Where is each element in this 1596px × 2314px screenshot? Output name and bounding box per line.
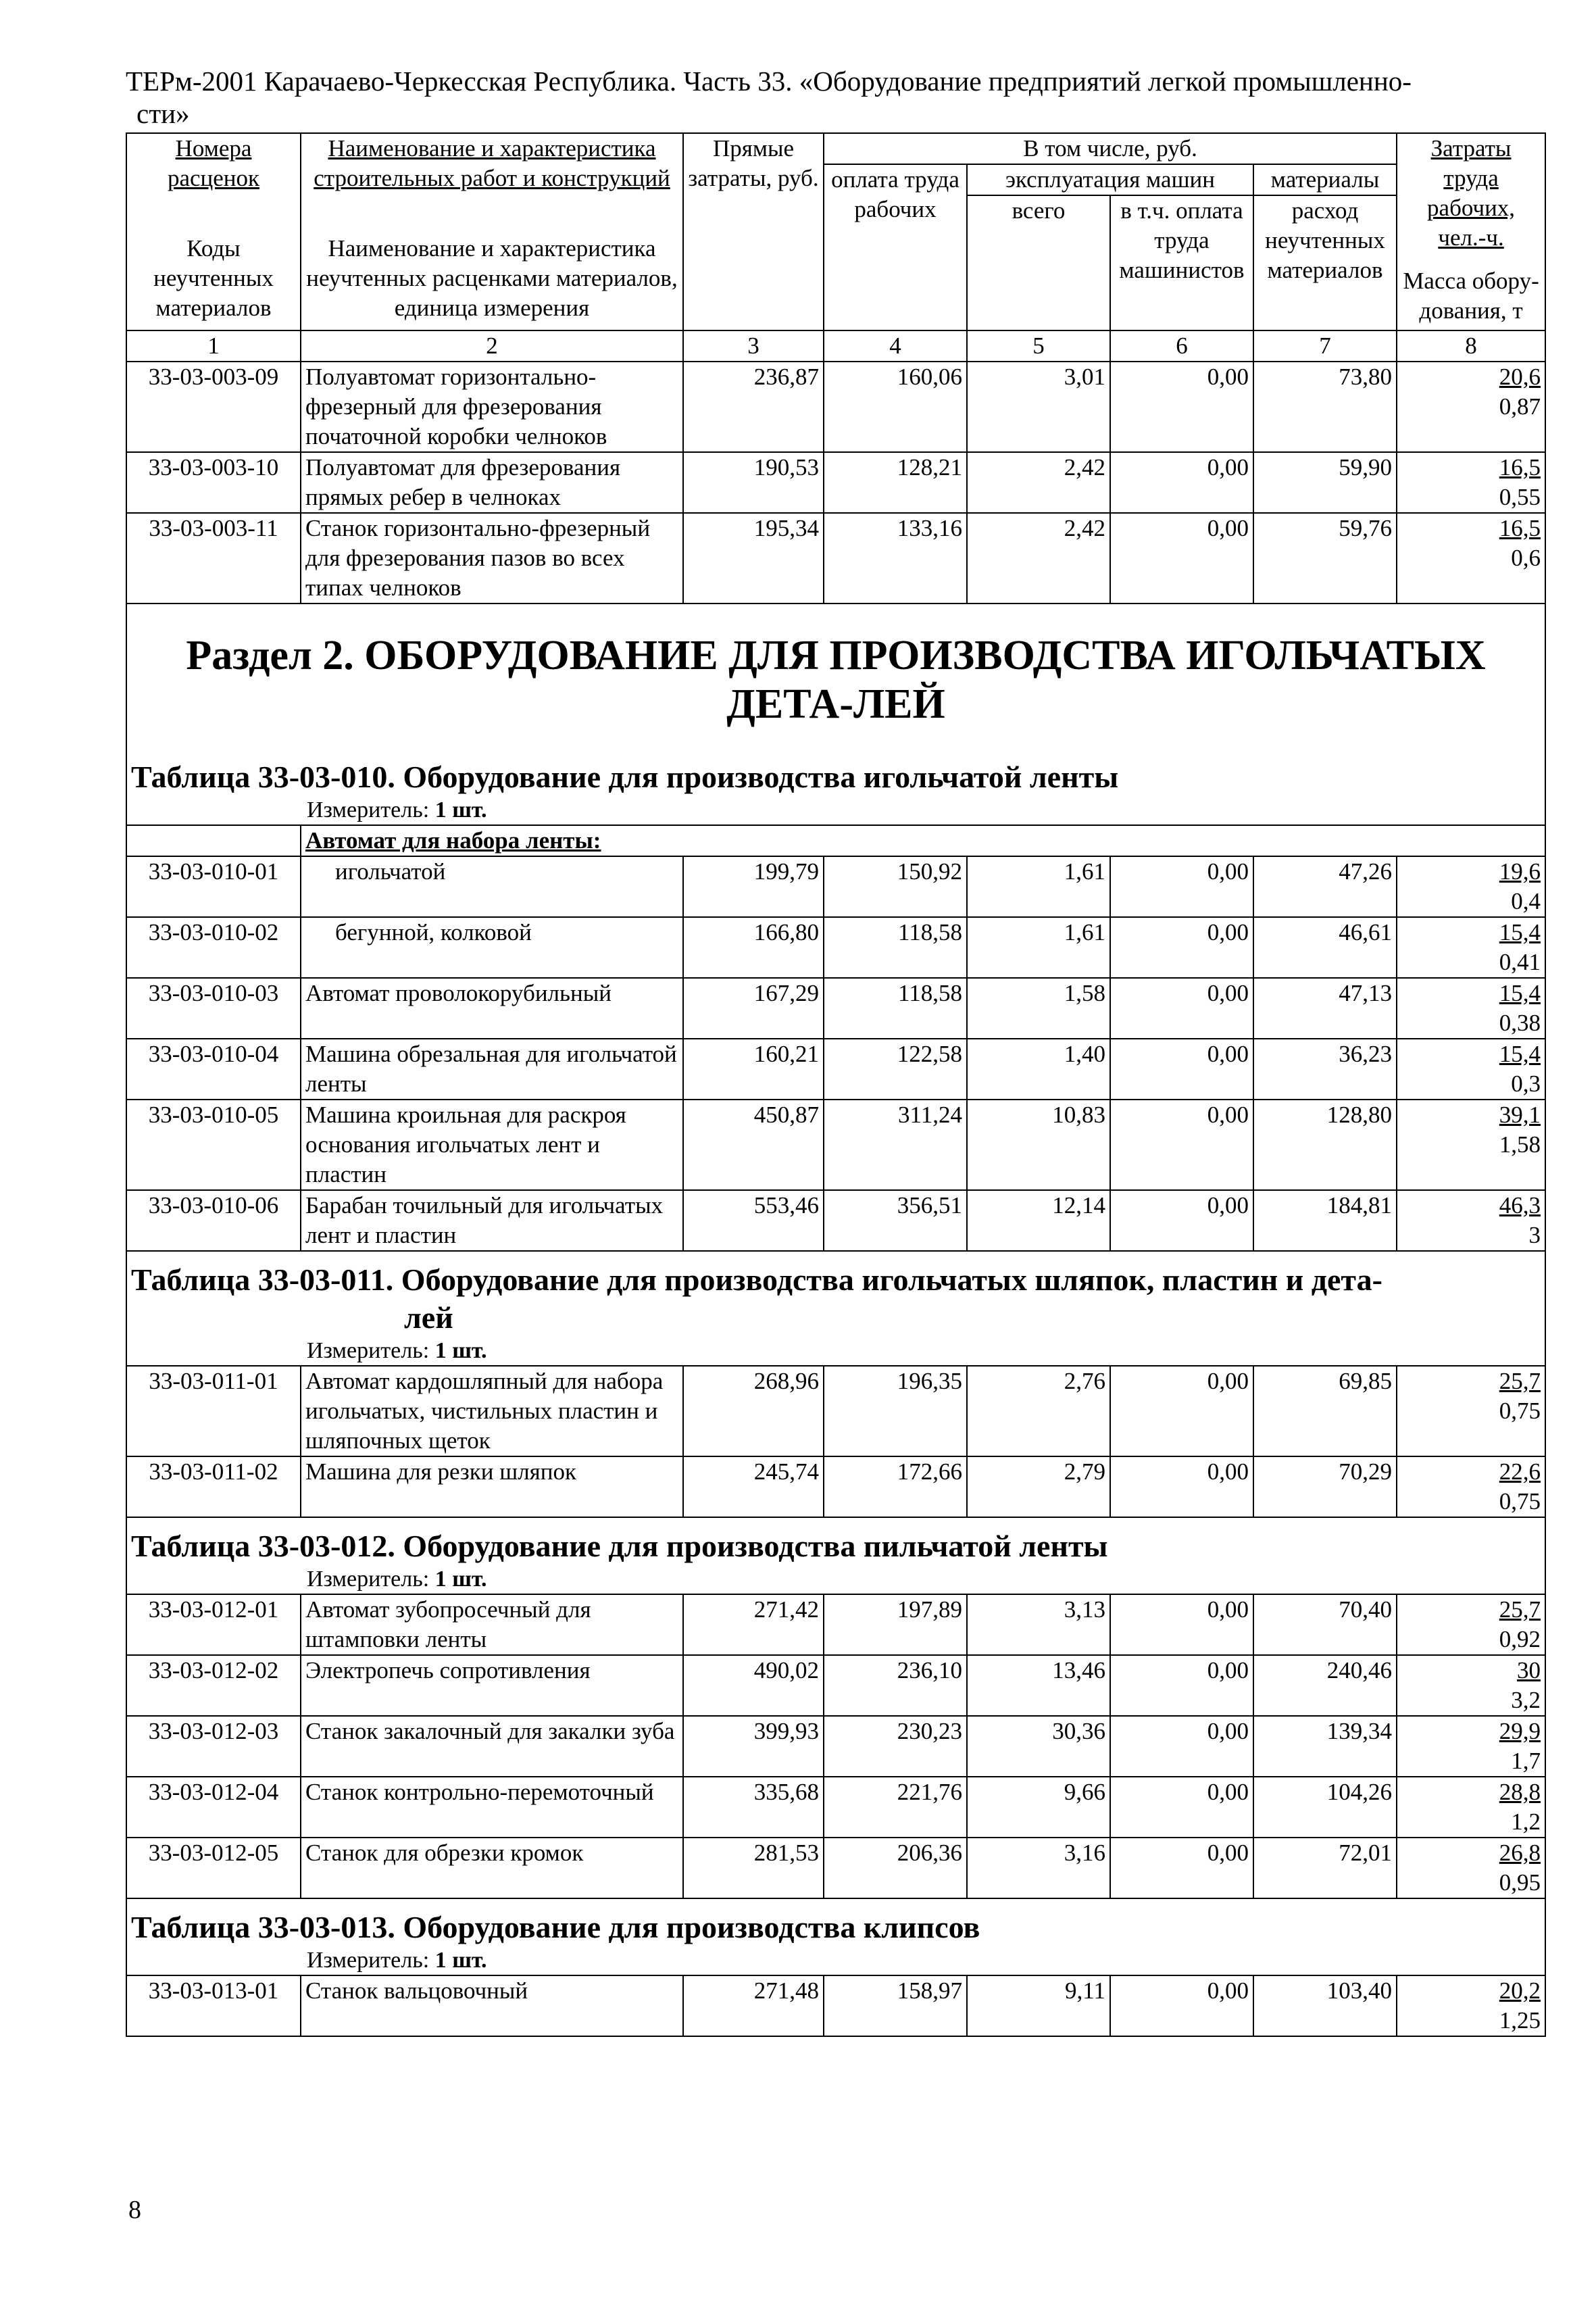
value-machines: 2,42 bbox=[967, 513, 1110, 604]
rate-code: 33-03-010-02 bbox=[126, 917, 301, 978]
value-machines: 13,46 bbox=[967, 1655, 1110, 1716]
value-machines: 1,58 bbox=[967, 978, 1110, 1039]
table-row bbox=[126, 452, 1545, 513]
col-number: 4 bbox=[824, 330, 967, 362]
value-materials: 47,26 bbox=[1253, 856, 1397, 917]
equipment-mass: 0,41 bbox=[1499, 949, 1541, 975]
value-machines: 12,14 bbox=[967, 1190, 1110, 1251]
item-name: Барабан точильный для игольчатых лент и пластин bbox=[301, 1190, 683, 1251]
rate-code: 33-03-010-03 bbox=[126, 978, 301, 1039]
value-machines: 1,40 bbox=[967, 1039, 1110, 1100]
price-table bbox=[126, 132, 1546, 2037]
table-row bbox=[126, 1594, 1545, 1655]
value-materials: 69,85 bbox=[1253, 1366, 1397, 1456]
value-labor: 133,16 bbox=[824, 513, 967, 604]
labor-mass-cell bbox=[1397, 1975, 1545, 2036]
value-materials: 36,23 bbox=[1253, 1039, 1397, 1100]
header-col8-top: Затраты труда рабочих, чел.-ч. bbox=[1427, 135, 1516, 251]
meter-label: Измеритель: bbox=[307, 1567, 430, 1592]
rate-code: 33-03-010-06 bbox=[126, 1190, 301, 1251]
table-heading bbox=[126, 1898, 1545, 1975]
equipment-mass: 0,87 bbox=[1499, 393, 1541, 420]
value-direct: 245,74 bbox=[683, 1456, 824, 1517]
group-label bbox=[301, 825, 1545, 856]
value-direct: 553,46 bbox=[683, 1190, 824, 1251]
header-col5: всего bbox=[967, 195, 1110, 330]
equipment-mass: 0,75 bbox=[1499, 1398, 1541, 1424]
value-machines: 2,79 bbox=[967, 1456, 1110, 1517]
table-title bbox=[131, 1252, 1541, 1337]
header-col1-top: Номера расценок bbox=[167, 135, 260, 191]
value-machinists: 0,00 bbox=[1110, 917, 1253, 978]
header-col6: в т.ч. оплата труда машинистов bbox=[1110, 195, 1253, 330]
group-empty bbox=[126, 825, 301, 856]
value-materials: 103,40 bbox=[1253, 1975, 1397, 2036]
rate-code: 33-03-012-03 bbox=[126, 1716, 301, 1777]
item-name: Машина кроильная для раскроя основания игольчатых лент и пластин bbox=[301, 1100, 683, 1190]
table-row bbox=[126, 1456, 1545, 1517]
rate-code: 33-03-012-01 bbox=[126, 1594, 301, 1655]
labor-mass-cell bbox=[1397, 978, 1545, 1039]
item-name: Станок для обрезки кромок bbox=[301, 1838, 683, 1898]
equipment-mass: 0,92 bbox=[1499, 1626, 1541, 1652]
equipment-mass: 1,25 bbox=[1499, 2007, 1541, 2034]
value-materials: 59,90 bbox=[1253, 452, 1397, 513]
table-row bbox=[126, 1655, 1545, 1716]
value-machines: 2,76 bbox=[967, 1366, 1110, 1456]
page-title bbox=[126, 65, 1545, 130]
rate-code: 33-03-012-04 bbox=[126, 1777, 301, 1838]
value-labor: 230,23 bbox=[824, 1716, 967, 1777]
value-direct: 335,68 bbox=[683, 1777, 824, 1838]
table-title bbox=[131, 1899, 1541, 1946]
value-machines: 30,36 bbox=[967, 1716, 1110, 1777]
header-col1-bottom: Коды неучтенных материалов bbox=[153, 235, 274, 321]
item-name: Электропечь сопротивления bbox=[301, 1655, 683, 1716]
labor-mass-cell bbox=[1397, 1716, 1545, 1777]
value-direct: 490,02 bbox=[683, 1655, 824, 1716]
rate-code: 33-03-003-10 bbox=[126, 452, 301, 513]
value-labor: 206,36 bbox=[824, 1838, 967, 1898]
col-number: 1 bbox=[126, 330, 301, 362]
header-incl: В том числе, руб. bbox=[824, 133, 1397, 164]
labor-hours: 29,9 bbox=[1499, 1718, 1541, 1744]
value-materials: 240,46 bbox=[1253, 1655, 1397, 1716]
header-row-1 bbox=[126, 133, 1545, 164]
table-heading bbox=[126, 749, 1545, 825]
table-title bbox=[131, 749, 1541, 796]
value-labor: 118,58 bbox=[824, 917, 967, 978]
equipment-mass: 0,6 bbox=[1511, 545, 1541, 571]
value-labor: 122,58 bbox=[824, 1039, 967, 1100]
value-machinists: 0,00 bbox=[1110, 1975, 1253, 2036]
table-row bbox=[126, 1366, 1545, 1456]
labor-hours: 30 bbox=[1517, 1657, 1541, 1683]
labor-hours: 39,1 bbox=[1499, 1102, 1541, 1128]
table-row bbox=[126, 856, 1545, 917]
rate-code: 33-03-003-11 bbox=[126, 513, 301, 604]
header-col8 bbox=[1397, 133, 1545, 330]
meter-value: 1 шт. bbox=[434, 1948, 487, 1973]
item-name: Автомат зубопросечный для штамповки ленты bbox=[301, 1594, 683, 1655]
meter-label: Измеритель: bbox=[307, 1948, 430, 1973]
value-materials: 59,76 bbox=[1253, 513, 1397, 604]
value-direct: 166,80 bbox=[683, 917, 824, 978]
equipment-mass: 1,58 bbox=[1499, 1131, 1541, 1158]
value-machines: 9,66 bbox=[967, 1777, 1110, 1838]
header-col8-bottom: Масса обору-дования, т bbox=[1403, 268, 1539, 324]
header-col2-bottom: Наименование и характеристика неучтенных расценками материалов, единица измерения bbox=[306, 235, 678, 321]
value-machinists: 0,00 bbox=[1110, 1777, 1253, 1838]
meter-label: Измеритель: bbox=[307, 1338, 430, 1363]
labor-hours: 16,5 bbox=[1499, 454, 1541, 481]
table-row bbox=[126, 362, 1545, 452]
value-direct: 190,53 bbox=[683, 452, 824, 513]
value-direct: 281,53 bbox=[683, 1838, 824, 1898]
table-row bbox=[126, 1777, 1545, 1838]
value-labor: 160,06 bbox=[824, 362, 967, 452]
table-heading-row bbox=[126, 1517, 1545, 1594]
labor-hours: 15,4 bbox=[1499, 1041, 1541, 1067]
table-heading-row bbox=[126, 1251, 1545, 1366]
col-number: 3 bbox=[683, 330, 824, 362]
table-row bbox=[126, 1716, 1545, 1777]
value-machines: 3,16 bbox=[967, 1838, 1110, 1898]
value-labor: 196,35 bbox=[824, 1366, 967, 1456]
item-name: Автомат кардошляпный для набора игольчатых, чистильных пластин и шляпочных щеток bbox=[301, 1366, 683, 1456]
table-row bbox=[126, 917, 1545, 978]
item-name: Автомат проволокорубильный bbox=[301, 978, 683, 1039]
value-direct: 450,87 bbox=[683, 1100, 824, 1190]
table-row bbox=[126, 1838, 1545, 1898]
value-machinists: 0,00 bbox=[1110, 1838, 1253, 1898]
value-direct: 160,21 bbox=[683, 1039, 824, 1100]
value-machines: 1,61 bbox=[967, 917, 1110, 978]
table-title-text: Таблица 33-03-013. Оборудование для производства клипсов bbox=[131, 1910, 980, 1944]
table-heading-row bbox=[126, 749, 1545, 825]
item-name: Полуавтомат горизонтально-фрезерный для фрезерования початочной коробки челноков bbox=[301, 362, 683, 452]
value-materials: 70,29 bbox=[1253, 1456, 1397, 1517]
value-labor: 236,10 bbox=[824, 1655, 967, 1716]
value-machinists: 0,00 bbox=[1110, 513, 1253, 604]
meter bbox=[131, 1565, 1541, 1594]
meter-value: 1 шт. bbox=[434, 1567, 487, 1592]
value-machinists: 0,00 bbox=[1110, 1100, 1253, 1190]
labor-hours: 19,6 bbox=[1499, 858, 1541, 885]
labor-mass-cell bbox=[1397, 1594, 1545, 1655]
meter bbox=[131, 1946, 1541, 1975]
table-row bbox=[126, 513, 1545, 604]
value-materials: 70,40 bbox=[1253, 1594, 1397, 1655]
value-labor: 128,21 bbox=[824, 452, 967, 513]
table-title-line1: Таблица 33-03-011. Оборудование для производства игольчатых шляпок, пластин и дета- bbox=[131, 1262, 1382, 1297]
table-heading bbox=[126, 1251, 1545, 1366]
rate-code: 33-03-011-02 bbox=[126, 1456, 301, 1517]
table-heading bbox=[126, 1517, 1545, 1594]
table-title-text: Таблица 33-03-012. Оборудование для производства пильчатой ленты bbox=[131, 1529, 1108, 1563]
header-col1 bbox=[126, 133, 301, 330]
labor-hours: 25,7 bbox=[1499, 1368, 1541, 1394]
labor-hours: 25,7 bbox=[1499, 1596, 1541, 1623]
value-machinists: 0,00 bbox=[1110, 1655, 1253, 1716]
value-labor: 118,58 bbox=[824, 978, 967, 1039]
labor-hours: 26,8 bbox=[1499, 1840, 1541, 1866]
rate-code: 33-03-013-01 bbox=[126, 1975, 301, 2036]
page-title-line2: сти» bbox=[136, 98, 190, 129]
table-row bbox=[126, 1190, 1545, 1251]
labor-mass-cell bbox=[1397, 1039, 1545, 1100]
labor-hours: 20,6 bbox=[1499, 364, 1541, 390]
value-direct: 399,93 bbox=[683, 1716, 824, 1777]
labor-hours: 20,2 bbox=[1499, 1977, 1541, 2004]
labor-hours: 16,5 bbox=[1499, 515, 1541, 541]
labor-mass-cell bbox=[1397, 1190, 1545, 1251]
labor-hours: 46,3 bbox=[1499, 1192, 1541, 1218]
equipment-mass: 3,2 bbox=[1511, 1687, 1541, 1713]
value-machines: 2,42 bbox=[967, 452, 1110, 513]
group-row bbox=[126, 825, 1545, 856]
equipment-mass: 0,95 bbox=[1499, 1869, 1541, 1896]
col-number: 7 bbox=[1253, 330, 1397, 362]
value-machinists: 0,00 bbox=[1110, 1456, 1253, 1517]
value-materials: 128,80 bbox=[1253, 1100, 1397, 1190]
equipment-mass: 1,7 bbox=[1511, 1748, 1541, 1774]
value-machinists: 0,00 bbox=[1110, 1190, 1253, 1251]
value-labor: 221,76 bbox=[824, 1777, 967, 1838]
labor-hours: 15,4 bbox=[1499, 980, 1541, 1006]
value-machinists: 0,00 bbox=[1110, 856, 1253, 917]
labor-mass-cell bbox=[1397, 1456, 1545, 1517]
rate-code: 33-03-010-05 bbox=[126, 1100, 301, 1190]
header-col3: Прямые затраты, руб. bbox=[683, 133, 824, 330]
value-machines: 3,01 bbox=[967, 362, 1110, 452]
rate-code: 33-03-003-09 bbox=[126, 362, 301, 452]
equipment-mass: 0,3 bbox=[1511, 1070, 1541, 1097]
value-labor: 356,51 bbox=[824, 1190, 967, 1251]
value-materials: 72,01 bbox=[1253, 1838, 1397, 1898]
labor-mass-cell bbox=[1397, 513, 1545, 604]
labor-mass-cell bbox=[1397, 1777, 1545, 1838]
value-machines: 3,13 bbox=[967, 1594, 1110, 1655]
column-numbers-row bbox=[126, 330, 1545, 362]
labor-mass-cell bbox=[1397, 1838, 1545, 1898]
header-col7: расход неучтенных материалов bbox=[1253, 195, 1397, 330]
table-row bbox=[126, 1100, 1545, 1190]
value-machinists: 0,00 bbox=[1110, 1039, 1253, 1100]
value-labor: 197,89 bbox=[824, 1594, 967, 1655]
value-direct: 271,48 bbox=[683, 1975, 824, 2036]
col-number: 5 bbox=[967, 330, 1110, 362]
col-number: 8 bbox=[1397, 330, 1545, 362]
group-label-text: Автомат для набора ленты: bbox=[305, 827, 601, 854]
equipment-mass: 0,4 bbox=[1511, 888, 1541, 914]
value-direct: 268,96 bbox=[683, 1366, 824, 1456]
equipment-mass: 3 bbox=[1528, 1222, 1541, 1248]
section-title: Раздел 2. ОБОРУДОВАНИЕ ДЛЯ ПРОИЗВОДСТВА ИГОЛЬЧАТЫХ ДЕТА-ЛЕЙ bbox=[186, 633, 1486, 727]
value-machinists: 0,00 bbox=[1110, 362, 1253, 452]
equipment-mass: 1,2 bbox=[1511, 1808, 1541, 1835]
value-materials: 73,80 bbox=[1253, 362, 1397, 452]
document-page bbox=[126, 65, 1545, 2037]
rate-code: 33-03-011-01 bbox=[126, 1366, 301, 1456]
value-machinists: 0,00 bbox=[1110, 452, 1253, 513]
labor-mass-cell bbox=[1397, 1366, 1545, 1456]
item-name: игольчатой bbox=[301, 856, 683, 917]
meter-label: Измеритель: bbox=[307, 797, 430, 822]
value-labor: 150,92 bbox=[824, 856, 967, 917]
header-materials: материалы bbox=[1253, 164, 1397, 195]
item-name: Станок вальцовочный bbox=[301, 1975, 683, 2036]
rate-code: 33-03-012-02 bbox=[126, 1655, 301, 1716]
item-name: Станок горизонтально-фрезерный для фрезерования пазов во всех типах челноков bbox=[301, 513, 683, 604]
table-title bbox=[131, 1518, 1541, 1565]
meter-value: 1 шт. bbox=[434, 797, 487, 822]
value-materials: 104,26 bbox=[1253, 1777, 1397, 1838]
value-machines: 1,61 bbox=[967, 856, 1110, 917]
value-direct: 199,79 bbox=[683, 856, 824, 917]
header-col4: оплата труда рабочих bbox=[824, 164, 967, 330]
value-materials: 139,34 bbox=[1253, 1716, 1397, 1777]
header-col2 bbox=[301, 133, 683, 330]
value-materials: 184,81 bbox=[1253, 1190, 1397, 1251]
labor-mass-cell bbox=[1397, 917, 1545, 978]
meter bbox=[131, 796, 1541, 824]
labor-mass-cell bbox=[1397, 856, 1545, 917]
labor-mass-cell bbox=[1397, 1100, 1545, 1190]
table-heading-row bbox=[126, 1898, 1545, 1975]
value-labor: 158,97 bbox=[824, 1975, 967, 2036]
item-name: Машина для резки шляпок bbox=[301, 1456, 683, 1517]
equipment-mass: 0,75 bbox=[1499, 1488, 1541, 1515]
value-materials: 47,13 bbox=[1253, 978, 1397, 1039]
value-machinists: 0,00 bbox=[1110, 1366, 1253, 1456]
labor-mass-cell bbox=[1397, 452, 1545, 513]
equipment-mass: 0,55 bbox=[1499, 484, 1541, 510]
value-direct: 271,42 bbox=[683, 1594, 824, 1655]
rate-code: 33-03-010-01 bbox=[126, 856, 301, 917]
item-name: Станок закалочный для закалки зуба bbox=[301, 1716, 683, 1777]
rate-code: 33-03-010-04 bbox=[126, 1039, 301, 1100]
equipment-mass: 0,38 bbox=[1499, 1010, 1541, 1036]
rate-code: 33-03-012-05 bbox=[126, 1838, 301, 1898]
col-number: 2 bbox=[301, 330, 683, 362]
value-direct: 167,29 bbox=[683, 978, 824, 1039]
value-machinists: 0,00 bbox=[1110, 1594, 1253, 1655]
value-materials: 46,61 bbox=[1253, 917, 1397, 978]
value-machines: 9,11 bbox=[967, 1975, 1110, 2036]
value-machinists: 0,00 bbox=[1110, 1716, 1253, 1777]
section-heading bbox=[126, 604, 1545, 749]
item-name: бегунной, колковой bbox=[301, 917, 683, 978]
header-exploitation: эксплуатация машин bbox=[967, 164, 1253, 195]
table-row bbox=[126, 1975, 1545, 2036]
value-direct: 195,34 bbox=[683, 513, 824, 604]
page-title-line1: ТЕРм-2001 Карачаево-Черкесская Республика. Часть 33. «Оборудование предприятий легкой промышленно- bbox=[126, 66, 1412, 97]
labor-hours: 28,8 bbox=[1499, 1779, 1541, 1805]
labor-hours: 15,4 bbox=[1499, 919, 1541, 945]
table-row bbox=[126, 1039, 1545, 1100]
item-name: Станок контрольно-перемоточный bbox=[301, 1777, 683, 1838]
item-name: Машина обрезальная для игольчатой ленты bbox=[301, 1039, 683, 1100]
value-machines: 10,83 bbox=[967, 1100, 1110, 1190]
page-number: 8 bbox=[128, 2196, 141, 2224]
section-heading-row bbox=[126, 604, 1545, 749]
header-col2-top: Наименование и характеристика строительных работ и конструкций bbox=[314, 135, 670, 191]
meter bbox=[131, 1337, 1541, 1365]
item-name: Полуавтомат для фрезерования прямых ребер в челноках bbox=[301, 452, 683, 513]
labor-hours: 22,6 bbox=[1499, 1458, 1541, 1485]
value-direct: 236,87 bbox=[683, 362, 824, 452]
value-labor: 311,24 bbox=[824, 1100, 967, 1190]
labor-mass-cell bbox=[1397, 1655, 1545, 1716]
value-labor: 172,66 bbox=[824, 1456, 967, 1517]
meter-value: 1 шт. bbox=[434, 1338, 487, 1363]
labor-mass-cell bbox=[1397, 362, 1545, 452]
table-title-line2: лей bbox=[404, 1300, 453, 1335]
col-number: 6 bbox=[1110, 330, 1253, 362]
value-machinists: 0,00 bbox=[1110, 978, 1253, 1039]
table-title-text: Таблица 33-03-010. Оборудование для производства игольчатой ленты bbox=[131, 760, 1119, 794]
table-row bbox=[126, 978, 1545, 1039]
